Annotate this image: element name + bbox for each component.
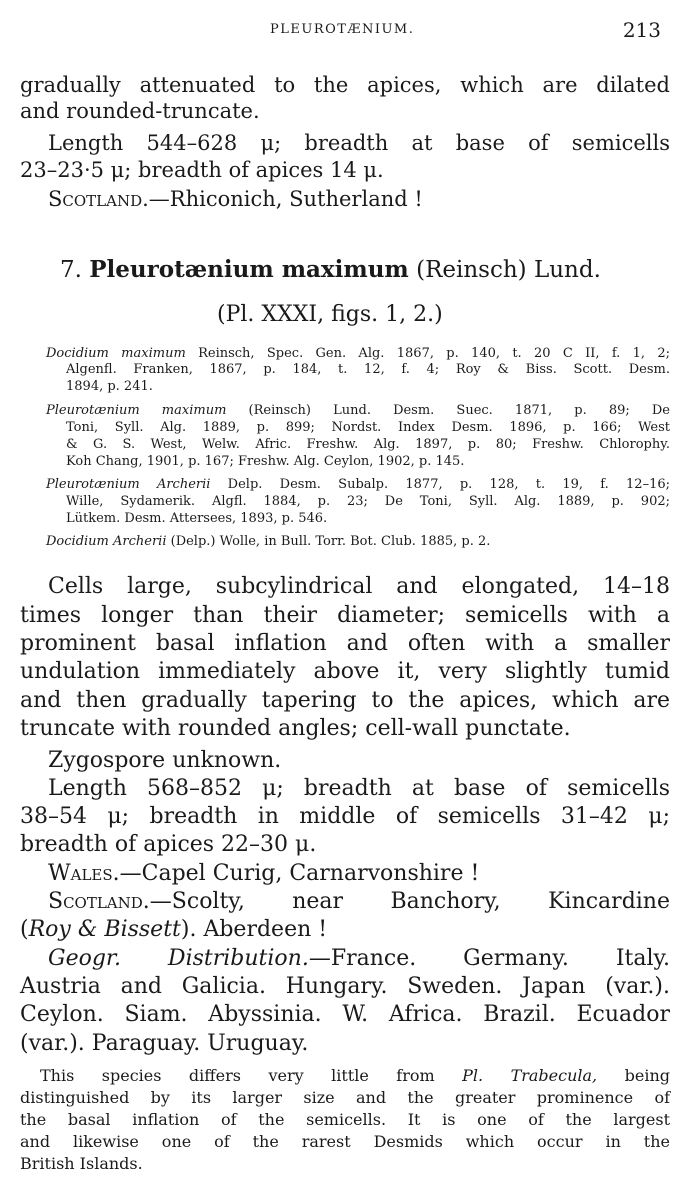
geo-line-3: Ceylon. Siam. Abyssinia. W. Africa. Brazil. Ecuador bbox=[20, 1002, 670, 1027]
synonym-1-name: Docidium maximum bbox=[46, 346, 186, 361]
geographic-distribution bbox=[48, 945, 670, 973]
synonym-2 bbox=[46, 403, 670, 419]
measurement-line-2: 38–54 μ; breadth in middle of semicells 31–42 μ; bbox=[20, 804, 670, 829]
description-line-5: and then gradually tapering to the apices, which are bbox=[20, 688, 670, 713]
scotland-text: —Scolty, near Banchory, Kincardine bbox=[149, 889, 670, 914]
zygospore-note: Zygospore unknown. bbox=[48, 748, 282, 773]
geo-label: Geogr. Distribution. bbox=[48, 946, 309, 971]
scotland-cont-text: ). Aberdeen ! bbox=[180, 917, 328, 942]
species-number: 7. bbox=[60, 257, 82, 283]
locality-wales bbox=[48, 860, 670, 888]
synonym-1-text: Reinsch, Spec. Gen. Alg. 1867, p. 140, t. 20 C II, f. 1, 2; bbox=[185, 346, 670, 361]
running-header bbox=[0, 18, 683, 48]
note-line-5: British Islands. bbox=[20, 1154, 143, 1173]
synonym-2-cont2: & G. S. West, Welw. Afric. Freshw. Alg. 1897, p. 80; Freshw. Chlorophy. bbox=[66, 437, 670, 452]
note-line-2: distinguished by its larger size and the greater prominence of bbox=[20, 1088, 670, 1107]
description-line-6: truncate with rounded angles; cell-wall punctate. bbox=[20, 716, 571, 741]
prev-locality-text: —Rhiconich, Sutherland ! bbox=[148, 187, 423, 211]
prev-line-3: Length 544–628 μ; breadth at base of semicells bbox=[48, 131, 670, 155]
page-number: 213 bbox=[622, 18, 661, 42]
running-title: PLEUROTÆNIUM. bbox=[270, 22, 415, 37]
synonym-2-cont3: Koh Chang, 1901, p. 167; Freshw. Alg. Ceylon, 1902, p. 145. bbox=[66, 454, 465, 469]
synonym-3-cont2: Lütkem. Desm. Attersees, 1893, p. 546. bbox=[66, 511, 328, 526]
description-line-2: times longer than their diameter; semicells with a bbox=[20, 603, 670, 628]
synonym-2-text: (Reinsch) Lund. Desm. Suec. 1871, p. 89; De bbox=[226, 403, 670, 418]
description-line-4: undulation immediately above it, very slightly tumid bbox=[20, 659, 670, 684]
synonym-4-name: Docidium Archerii bbox=[46, 534, 167, 549]
species-heading bbox=[60, 256, 601, 283]
region-wales: Wales. bbox=[48, 861, 120, 886]
prev-locality bbox=[48, 186, 670, 212]
synonym-1-cont2: 1894, p. 241. bbox=[66, 379, 153, 394]
geo-line-2: Austria and Galicia. Hungary. Sweden. Japan (var.). bbox=[20, 974, 670, 999]
synonym-3 bbox=[46, 477, 670, 493]
prev-line-1: gradually attenuated to the apices, which are dilated bbox=[20, 73, 670, 97]
synonym-3-cont: Wille, Sydamerik. Algfl. 1884, p. 23; De Toni, Syll. Alg. 1889, p. 902; bbox=[66, 494, 670, 509]
prev-line-2: and rounded-truncate. bbox=[20, 99, 260, 123]
note-text-pre: This species differs very little from bbox=[40, 1066, 463, 1085]
species-name: Pleurotænium maximum bbox=[89, 256, 409, 283]
locality-scotland bbox=[48, 888, 670, 916]
description-line-3: prominent basal inflation and often with a smaller bbox=[20, 631, 670, 656]
paren-open: ( bbox=[20, 917, 29, 942]
synonym-3-name: Pleurotænium Archerii bbox=[46, 477, 211, 492]
locality-scotland-cont bbox=[20, 916, 670, 944]
note-line-3: the basal inflation of the semicells. It is one of the largest bbox=[20, 1110, 670, 1129]
geo-line-4: (var.). Paraguay. Uruguay. bbox=[20, 1031, 309, 1056]
species-authority: (Reinsch) Lund. bbox=[416, 257, 601, 283]
synonym-1-cont: Algenfl. Franken, 1867, p. 184, t. 12, f. 4; Roy & Biss. Scott. Desm. bbox=[66, 362, 670, 377]
prev-line-4: 23–23·5 μ; breadth of apices 14 μ. bbox=[20, 158, 384, 182]
synonym-3-text: Delp. Desm. Subalp. 1877, p. 128, t. 19, f. 12–16; bbox=[210, 477, 670, 492]
note-line-4: and likewise one of the rarest Desmids which occur in the bbox=[20, 1132, 670, 1151]
synonym-4 bbox=[46, 534, 670, 550]
region-scotland: Scotland. bbox=[48, 889, 150, 914]
wales-text: —Capel Curig, Carnarvonshire ! bbox=[119, 861, 480, 886]
prev-region: Scotland. bbox=[48, 187, 149, 211]
note-text-post: being bbox=[597, 1066, 671, 1085]
synonym-2-cont: Toni, Syll. Alg. 1889, p. 899; Nordst. Index Desm. 1896, p. 166; West bbox=[66, 420, 670, 435]
synonym-1 bbox=[46, 346, 670, 362]
collector-names: Roy & Bissett bbox=[28, 917, 181, 942]
plate-reference: (Pl. XXXI, figs. 1, 2.) bbox=[217, 302, 443, 327]
geo-text: —France. Germany. Italy. bbox=[308, 946, 670, 971]
synonym-4-text: (Delp.) Wolle, in Bull. Torr. Bot. Club. 1885, p. 2. bbox=[166, 534, 491, 549]
description-line-1: Cells large, subcylindrical and elongated, 14–18 bbox=[48, 574, 670, 599]
note-italic-species: Pl. Trabecula, bbox=[462, 1066, 598, 1085]
measurement-line-1: Length 568–852 μ; breadth at base of semicells bbox=[48, 776, 670, 801]
synonym-2-name: Pleurotænium maximum bbox=[46, 403, 227, 418]
note-line-1 bbox=[40, 1066, 670, 1086]
measurement-line-3: breadth of apices 22–30 μ. bbox=[20, 832, 317, 857]
